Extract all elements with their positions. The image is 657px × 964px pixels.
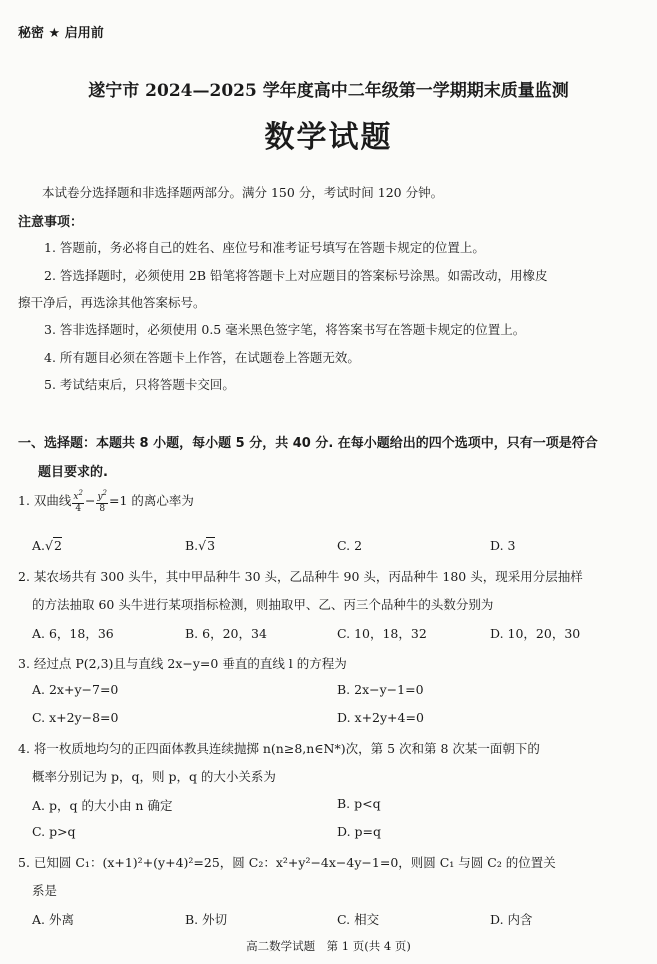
question-1-option-d: D. 3 [490,538,516,553]
subject-title: 数学试题 [264,120,393,155]
question-4-option-b: B. p<q [337,796,381,811]
question-2-option-d: D. 10，20，30 [490,626,581,641]
note-item: 2. 答选择题时，必须使用 2B 铅笔将答题卡上对应题目的答案标号涂黑。如需改动，用橡皮 [44,268,548,283]
question-5-option-b: B. 外切 [185,912,228,927]
question-4-option-a: A. p，q 的大小由 n 确定 [32,798,173,813]
question-5-option-a: A. 外离 [32,912,74,927]
exam-title: 遂宁市 2024—2025 学年度高中二年级第一学期期末质量监测 [88,81,569,101]
question-2-stem: 2. 某农场共有 300 头牛，其中甲品种牛 30 头，乙品种牛 90 头，丙品种牛 180 头，现采用分层抽样 [18,569,583,584]
page-footer: 高二数学试题 第 1 页(共 4 页) [246,939,411,953]
section-heading: 一、选择题：本题共 8 小题，每小题 5 分，共 40 分. 在每小题给出的四个选项中，只有一项是符合 [18,436,598,451]
section-heading-cont: 题目要求的. [38,465,108,480]
note-item: 擦干净后，再选涂其他答案标号。 [18,295,206,310]
question-1-option-c: C. 2 [337,538,363,553]
question-5-stem-cont: 系是 [32,883,58,898]
question-3-option-a: A. 2x+y−7=0 [32,682,119,697]
intro-text: 本试卷分选择题和非选择题两部分。满分 150 分，考试时间 120 分钟。 [42,185,444,200]
question-2-option-a: A. 6，18，36 [32,626,114,641]
question-5-stem: 5. 已知圆 C₁：(x+1)²+(y+4)²=25，圆 C₂：x²+y²−4x−4y−1=0，则圆 C₁ 与圆 C₂ 的位置关 [18,855,556,870]
note-item: 5. 考试结束后，只将答题卡交回。 [44,377,235,392]
notes-heading: 注意事项： [18,215,84,230]
question-1-option-a: A.√2 [32,538,62,553]
question-5-option-c: C. 相交 [337,912,380,927]
question-1-option-b: B.√3 [185,538,216,553]
question-2-stem-cont: 的方法抽取 60 头牛进行某项指标检测，则抽取甲、乙、丙三个品种牛的头数分别为 [32,597,494,612]
question-4-stem: 4. 将一枚质地均匀的正四面体教具连续抛掷 n(n≥8,n∈N*)次，第 5 次和第 8 次某一面朝下的 [18,741,540,756]
question-4-stem-cont: 概率分别记为 p，q，则 p，q 的大小关系为 [32,769,276,784]
note-item: 1. 答题前，务必将自己的姓名、座位号和准考证号填写在答题卡规定的位置上。 [44,240,485,255]
confidential-label: 秘密 ★ 启用前 [18,26,104,41]
question-2-option-b: B. 6，20，34 [185,626,267,641]
question-3-option-b: B. 2x−y−1=0 [337,682,424,697]
question-1-stem: 1. 双曲线 $\frac{x^2}{4}$ − $\frac{y^2}{8}$ =1 的离心率为 [18,489,194,514]
note-item: 3. 答非选择题时，必须使用 0.5 毫米黑色签字笔，将答案书写在答题卡规定的位置上。 [44,322,526,337]
question-4-option-c: C. p>q [32,824,76,839]
question-3-option-c: C. x+2y−8=0 [32,710,119,725]
question-2-option-c: C. 10，18，32 [337,626,427,641]
note-item: 4. 所有题目必须在答题卡上作答，在试题卷上答题无效。 [44,350,360,365]
question-4-option-d: D. p=q [337,824,382,839]
question-3-option-d: D. x+2y+4=0 [337,710,424,725]
question-5-option-d: D. 内含 [490,912,533,927]
question-3-stem: 3. 经过点 P(2,3)且与直线 2x−y=0 垂直的直线 l 的方程为 [18,656,347,671]
